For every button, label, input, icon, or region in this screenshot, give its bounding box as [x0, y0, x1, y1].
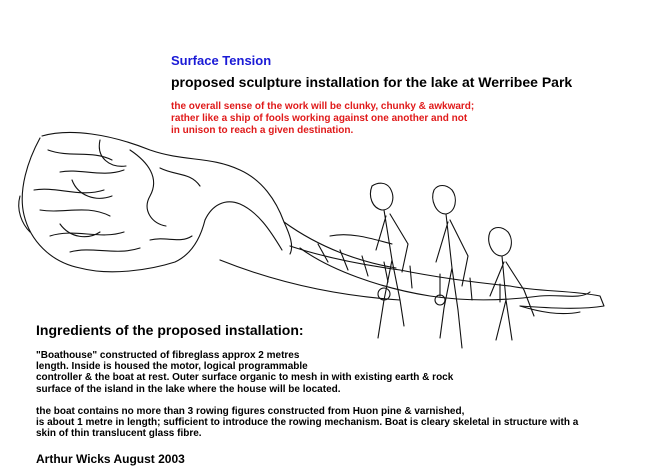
concept-note-line: rather like a ship of fools working against one another and not	[171, 113, 468, 124]
boat-sketch	[290, 235, 604, 314]
paragraph-line: controller & the boat at rest. Outer surface organic to mesh in with existing earth & rock	[36, 372, 454, 384]
rower-figure-3	[489, 228, 534, 341]
paragraph-line: the boat contains no more than 3 rowing figures constructed from Huon pine & varnished,	[36, 405, 465, 417]
author-signature: Arthur Wicks August 2003	[36, 452, 185, 466]
paragraph-line: is about 1 metre in length; sufficient to introduce the rowing mechanism. Boat is cleary skeletal in structure with a	[36, 417, 579, 429]
paragraph-line: surface of the island in the lake where the house will be located.	[36, 383, 341, 395]
paragraph-line: skin of thin translucent glass fibre.	[36, 428, 202, 440]
concept-note	[171, 101, 474, 137]
boathouse-rock	[19, 132, 292, 271]
boat-paragraph	[36, 406, 578, 440]
rower-figure-1	[370, 183, 408, 338]
ingredients-heading: Ingredients of the proposed installation:	[36, 322, 304, 338]
paragraph-line: length. Inside is housed the motor, logical programmable	[36, 361, 308, 373]
description-body	[36, 350, 578, 439]
concept-note-line: in unison to reach a given destination.	[171, 125, 354, 136]
concept-note-line: the overall sense of the work will be clunky, chunky & awkward;	[171, 101, 475, 112]
page-subtitle: proposed sculpture installation for the lake at Werribee Park	[171, 74, 573, 90]
paragraph-line: "Boathouse" constructed of fibreglass approx 2 metres	[36, 350, 300, 361]
boathouse-paragraph	[36, 350, 578, 395]
rower-figure-2	[433, 186, 468, 349]
page-title: Surface Tension	[171, 53, 272, 68]
